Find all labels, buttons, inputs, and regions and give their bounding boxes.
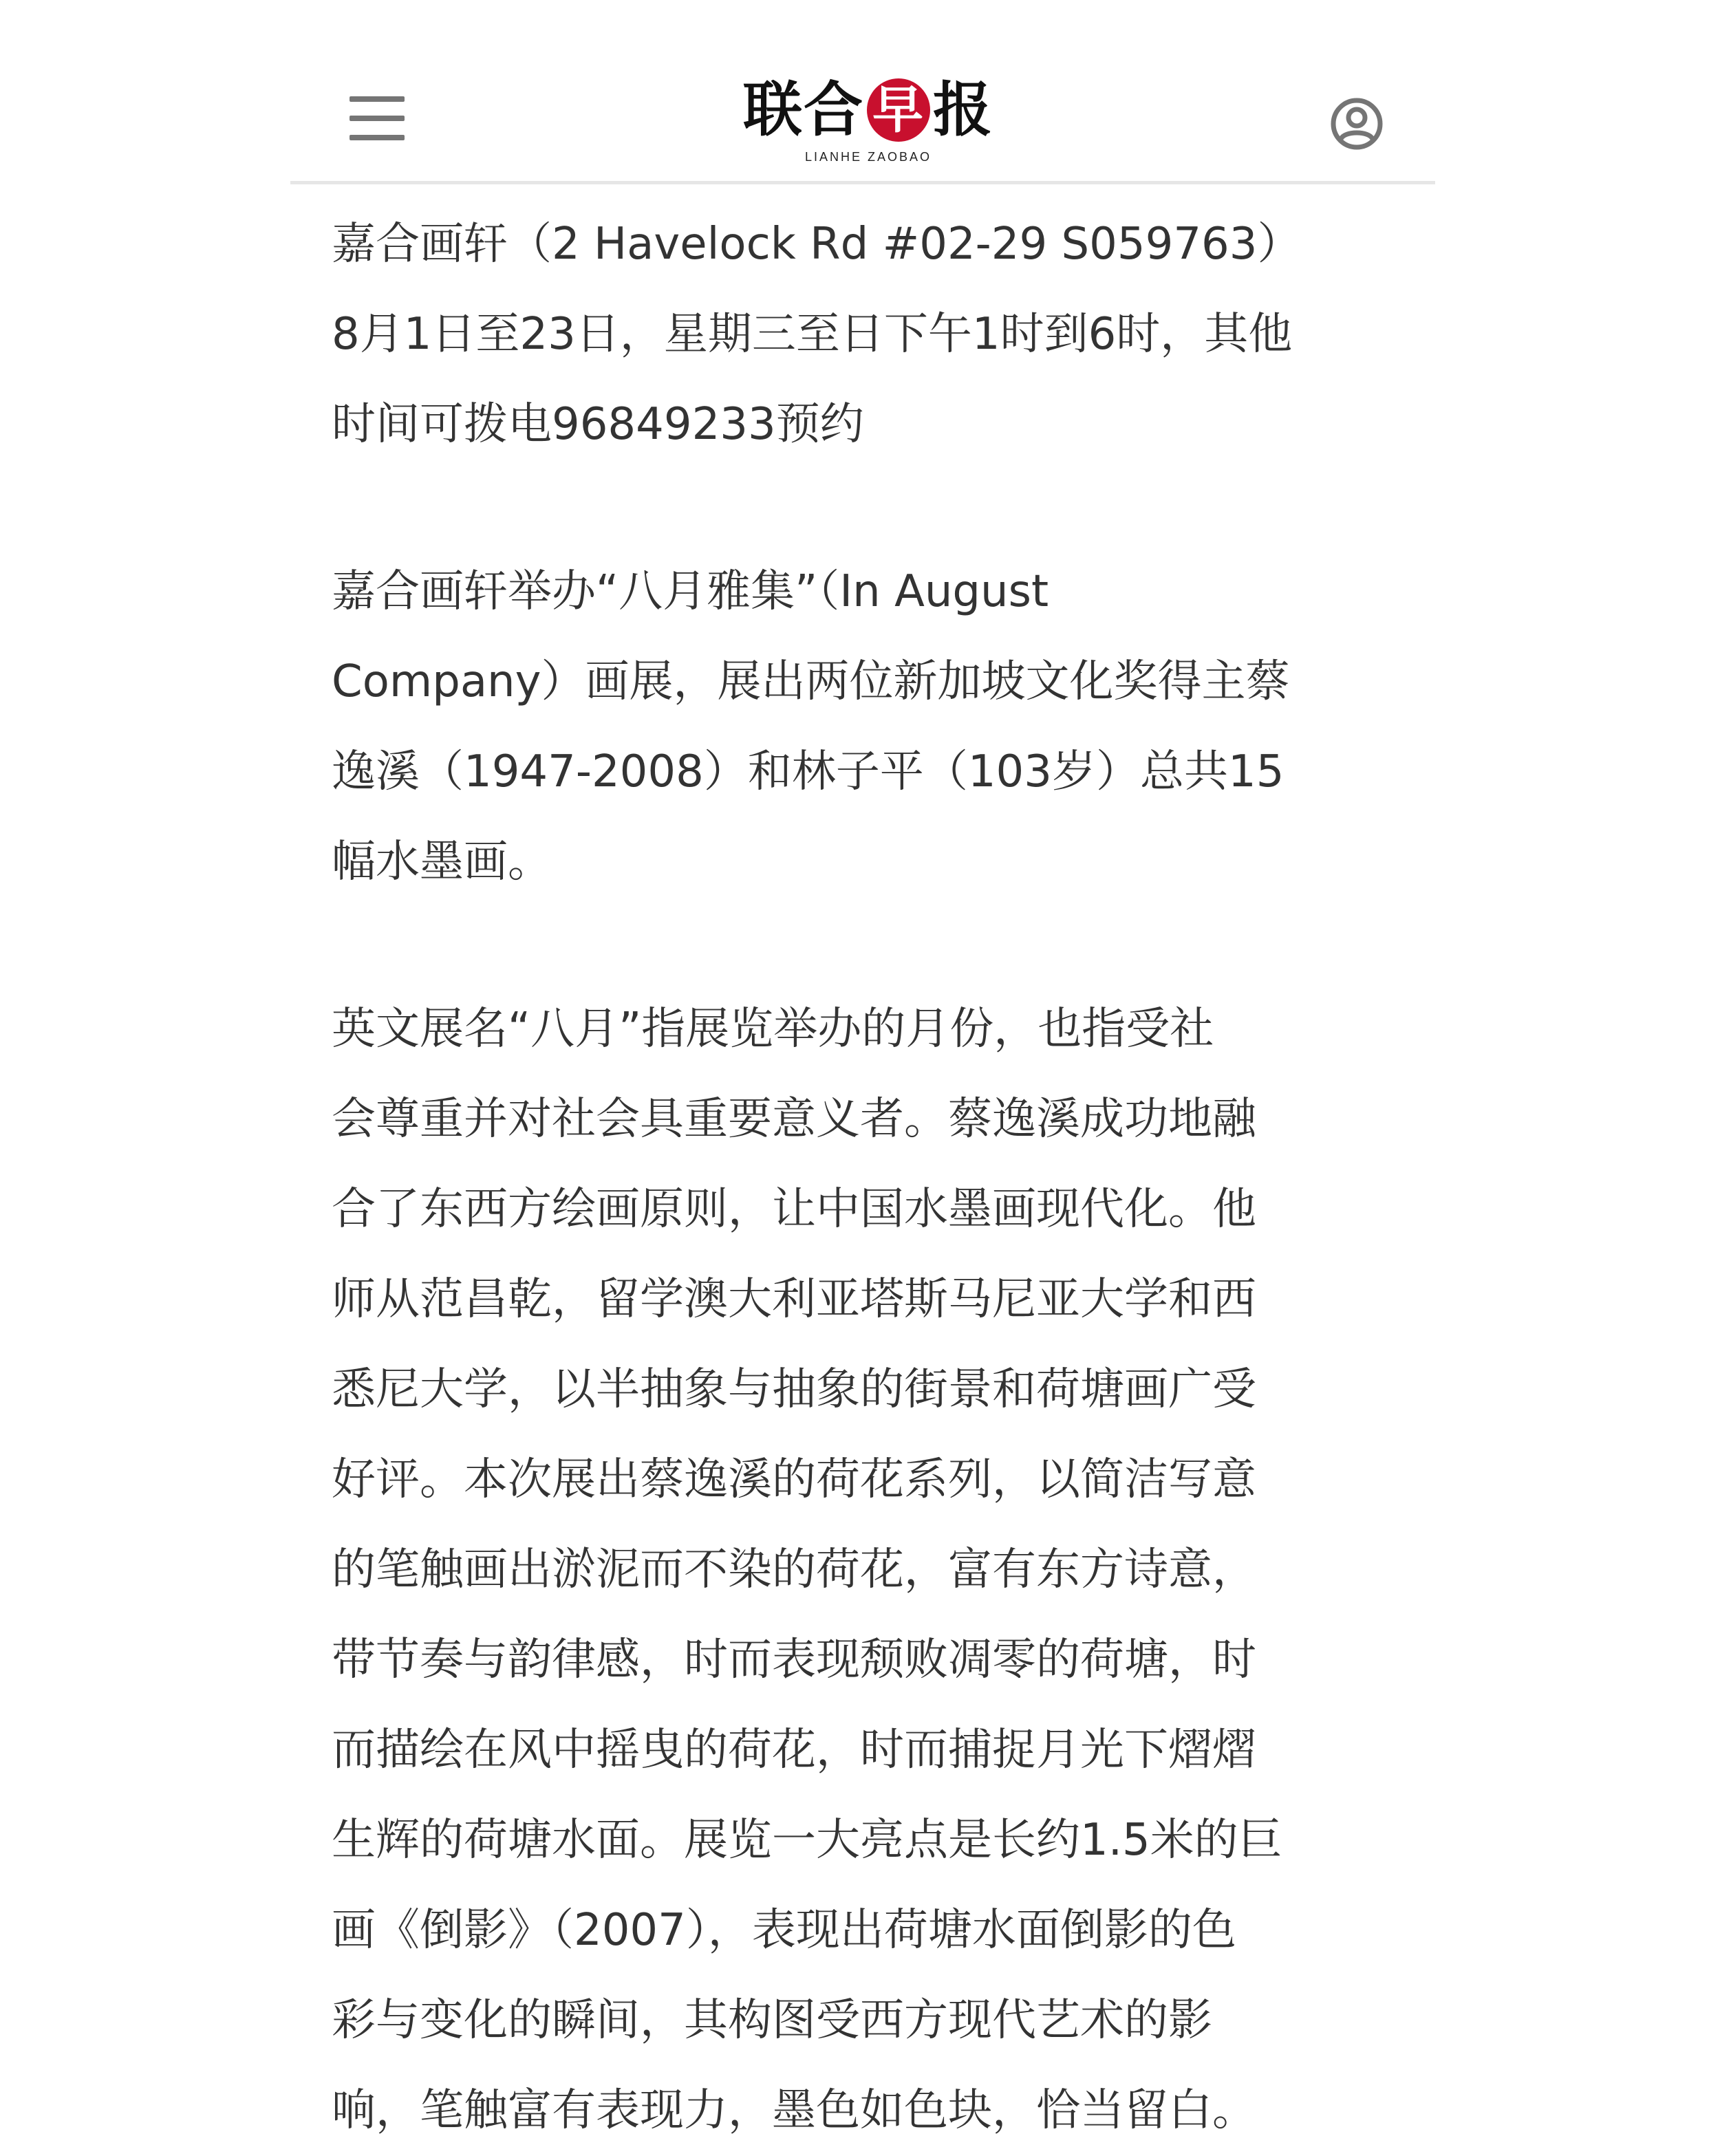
menu-bar [350, 96, 405, 102]
site-logo[interactable] [731, 76, 1006, 172]
logo-text-zao: 早 [867, 78, 930, 142]
menu-bar [350, 116, 405, 121]
article-paragraph-intro: 嘉合画轩举办“八月雅集”（In August Company）画展，展出两位新加坡文化奖得主蔡 逸溪（1947-2008）和林子平（103岁）总共15 幅水墨画。 [332, 566, 1290, 887]
user-account-icon[interactable] [1329, 96, 1384, 151]
logo-text-bao: 报 [933, 75, 993, 144]
article-paragraph-detail: 英文展名“八月”指展览举办的月份，也指受社 会尊重并对社会具重要意义者。蔡逸溪成功地融 合了东西方绘画原则，让中国水墨画现代化。他 师从范昌乾，留学澳大利亚塔斯马尼亚大学和西 悉尼大学，以半抽象与抽象的街景和荷塘画广受 好评。本次展出蔡逸溪的荷花系列，以简洁写意 的笔触画出淤泥而不染的荷花，富有东方诗意， 带节奏与韵律感，时而表现颓败凋零的荷塘，时 而描绘在风中摇曳的荷花，时而捕捉月光下熠熠 生辉的荷塘水面。展览一大亮点是长约1.5米的巨 画《倒影》（2007），表现出荷塘水面倒影的色 彩与变化的瞬间，其构图受西方现代艺术的影 响，笔触富有表现力，墨色如色块，恰当留白。 [332, 1004, 1282, 2136]
logo-english: LIANHE ZAOBAO [804, 150, 932, 164]
site-header [290, 0, 1435, 184]
hamburger-menu-icon[interactable] [350, 96, 405, 140]
article-body [332, 200, 1405, 2156]
logo-text-lianhe: 联合 [743, 75, 864, 144]
logo-chinese [731, 76, 1006, 144]
article-paragraph-venue: 嘉合画轩（2 Havelock Rd #02-29 S059763） 8月1日至23日，星期三至日下午1时到6时，其他 时间可拨电96849233预约 [332, 219, 1302, 450]
menu-bar [350, 135, 405, 140]
